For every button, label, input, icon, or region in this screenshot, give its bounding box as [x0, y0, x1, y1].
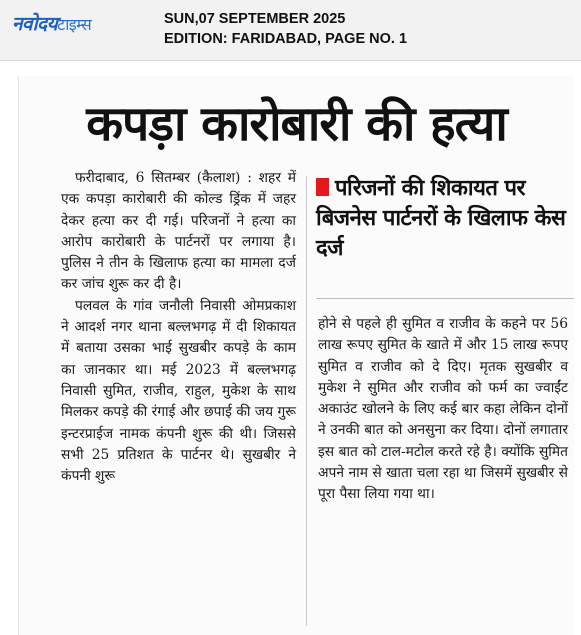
article-headline: कपड़ा कारोबारी की हत्या [86, 96, 507, 152]
article-paragraph: फरीदाबाद, 6 सितम्बर (कैलाश) : शहर में एक कपड़ा कारोबारी की कोल्ड ड्रिंक में जहर देकर हत्या कर दी गई। परिजनों ने हत्या का आरोप कारोबारी के पार्टनरों पर लगाया है। पुलिस ने तीन के खिलाफ हत्या का मामला दर्ज कर जांच शुरू कर दी है। [61, 170, 296, 293]
article-paragraph: पलवल के गांव जनौली निवासी ओमप्रकाश ने आदर्श नगर थाना बल्लभगढ़ में दी शिकायत में बताया उसका भाई सुखबीर कपड़े के काम का जानकार था। मई 2023 में बल्लभगढ़ निवासी सुमित, राजीव, राहुल, मुकेश के साथ मिलकर कपड़े की रंगाई और छपाई की जय गुरू इन्टरप्राईज नामक कंपनी शुरू की थी। जिससे सभी 25 प्रतिशत के पार्टनर थे। सुखबीर ने कंपनी शुरू [61, 297, 296, 485]
date-line: SUN,07 SEPTEMBER 2025 [164, 11, 346, 27]
logo-main-text: नवोदय [12, 13, 58, 35]
edition-line: EDITION: FARIDABAD, PAGE NO. 1 [164, 31, 408, 47]
edition-info [164, 9, 407, 49]
article-column-left [61, 168, 296, 487]
red-square-marker [316, 178, 329, 196]
article-column-right [318, 314, 568, 506]
subheadline-divider [316, 298, 574, 299]
newspaper-logo[interactable] [12, 10, 91, 36]
page-header [0, 0, 581, 61]
subheadline-text: परिजनों की शिकायत पर बिजनेस पार्टनरों के खिलाफ केस दर्ज [316, 176, 566, 261]
article-clipping [18, 76, 574, 635]
column-divider [306, 176, 307, 626]
article-paragraph: होने से पहले ही सुमित व राजीव के कहने पर 56 लाख रूपए सुमित के खाते में और 15 लाख रूपए सुमित व राजीव को दे दिए। मृतक सुखबीर व मुकेश ने सुमित और राजीव को फर्म का ज्वाईंट अकाउंट खोलने के लिए कई बार कहा लेकिन दोनों ने उनकी बात को अनसुना कर दिया। दोनों लगातार इस बात को टाल-मटोल करते रहे है। क्योंकि सुमित अपने नाम से खाता चला रहा था जिसमें सुखबीर से पूरा पैसा लिया गया था। [318, 316, 568, 503]
logo-sub-text: टाइम्स [57, 15, 92, 34]
article-subheadline [316, 174, 576, 264]
